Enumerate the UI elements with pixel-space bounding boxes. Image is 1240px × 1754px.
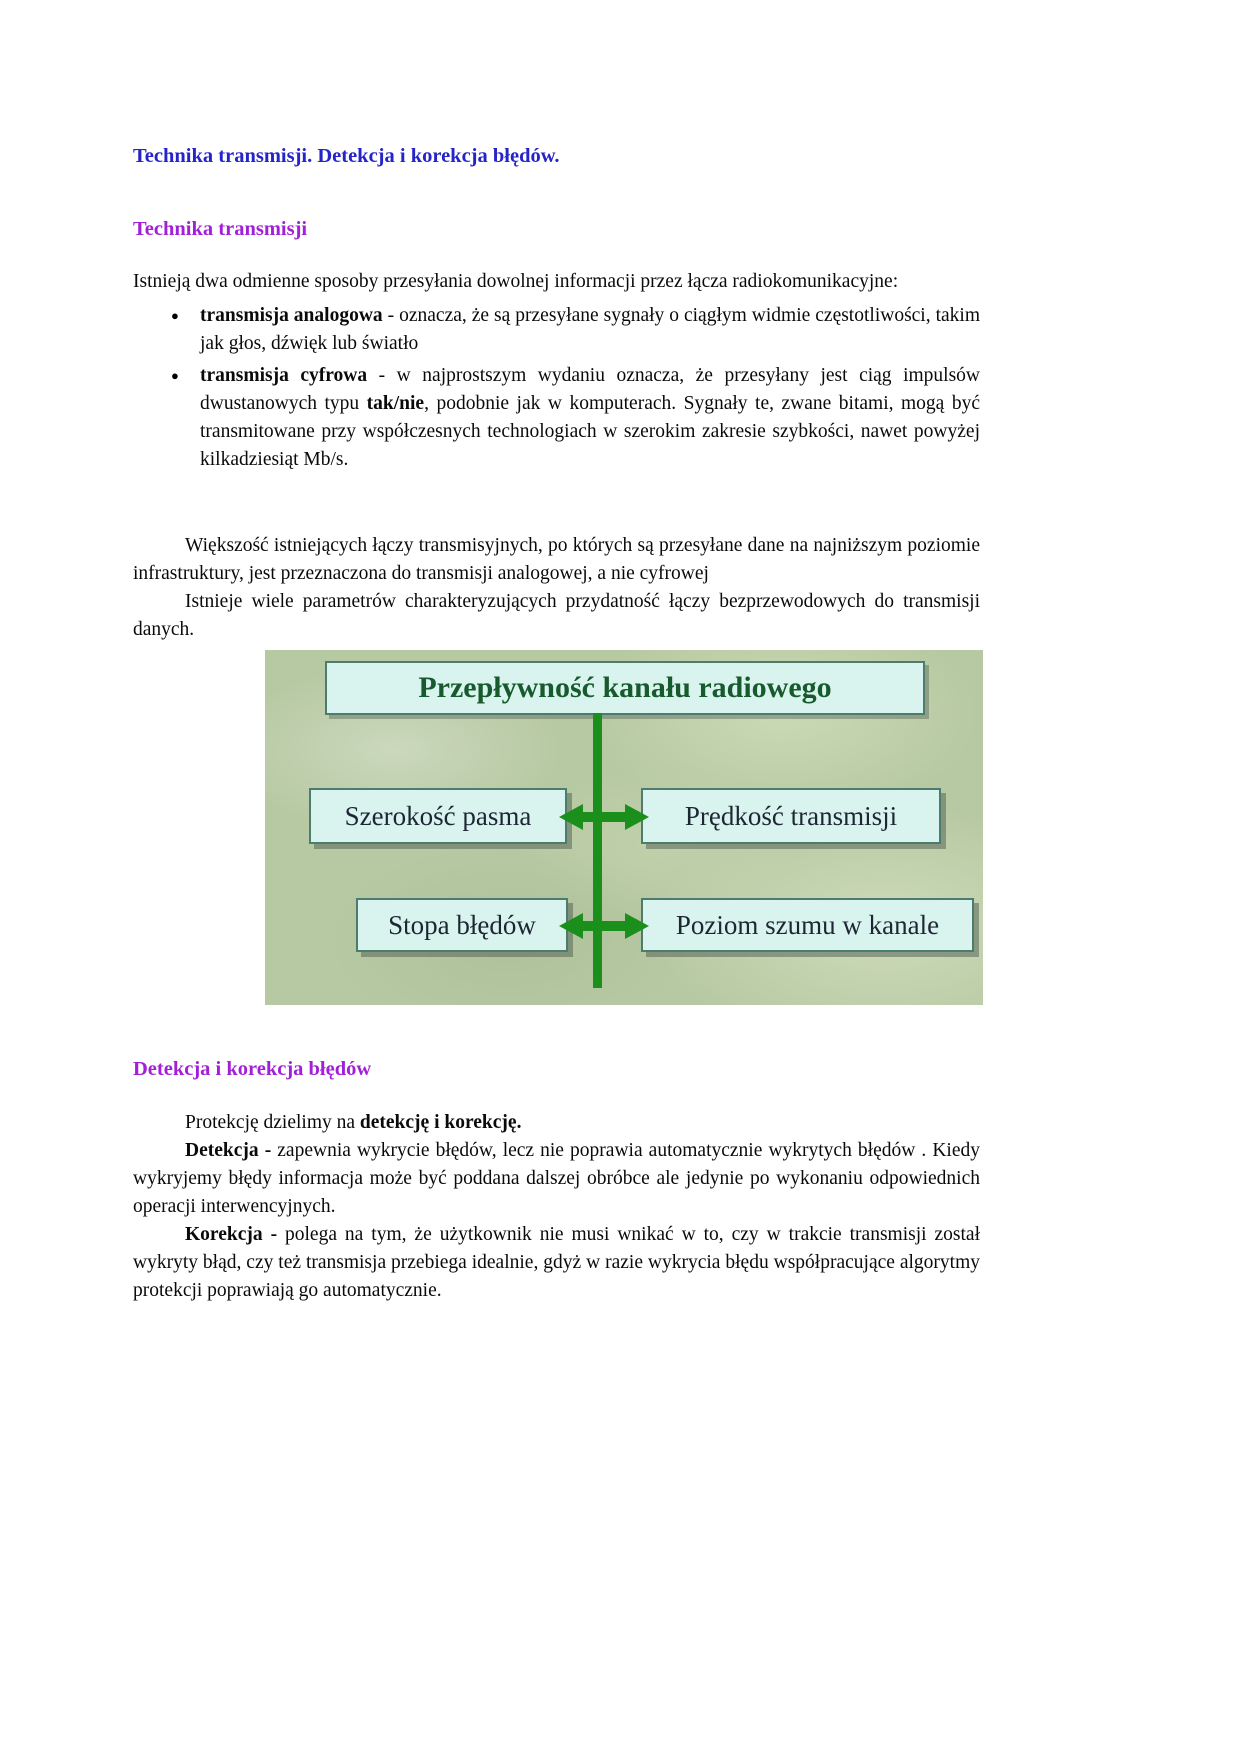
bullet-text-analog: transmisja analogowa - oznacza, że są przesyłane sygnały o ciągłym widmie częstotliwości, takim jak głos, dźwięk lub światło — [200, 305, 980, 354]
diagram-title-box — [325, 661, 925, 715]
diagram-box-bandwidth-label: Szerokość pasma — [344, 800, 532, 831]
paragraph-korekcja: Korekcja - polega na tym, że użytkownik nie musi wnikać w to, czy w trakcie transmisji został wykryty błąd, czy też transmisja przebiega idealnie, gdyż w razie wykrycia błędu współpracujące algorytmy protekcji poprawiają go automatycznie. — [133, 1224, 980, 1301]
paragraph-protekcja: Protekcję dzielimy na detekcję i korekcję. — [185, 1112, 522, 1133]
intro-paragraph: Istnieją dwa odmienne sposoby przesyłania dowolnej informacji przez łącza radiokomunikacyjne: — [133, 271, 899, 292]
channel-throughput-diagram — [265, 650, 983, 1005]
section-heading-technika-transmisji: Technika transmisji — [133, 218, 308, 240]
paragraph-majority-links: Większość istniejących łączy transmisyjnych, po których są przesyłane dane na najniższym poziomie infrastruktury, jest przeznaczona do transmisji analogowej, a nie cyfrowej — [133, 535, 980, 584]
diagram-box-transmission-speed-label: Prędkość transmisji — [684, 800, 898, 831]
vertical-connector-line — [593, 713, 602, 988]
diagram-box-error-rate-label: Stopa błędów — [388, 909, 536, 940]
bullet-icon: ● — [171, 368, 179, 383]
diagram-box-transmission-speed — [641, 788, 941, 844]
paragraph-detekcja: Detekcja - zapewnia wykrycie błędów, lecz nie poprawia automatycznie wykrytych błędów . Kiedy wykryjemy błędy informacja może być poddana dalszej obróbce ale jedynie po wykonaniu odpowiednich operacji interwencyjnych. — [133, 1140, 980, 1217]
double-arrow-icon — [559, 799, 649, 835]
paragraph-parameters: Istnieje wiele parametrów charakteryzujących przydatność łączy bezprzewodowych do transmisji danych. — [133, 591, 980, 640]
diagram-box-channel-noise-label: Poziom szumu w kanale — [675, 909, 940, 940]
bullet-icon: ● — [171, 308, 179, 323]
list-item-analog — [133, 302, 980, 358]
transmission-types-list — [133, 302, 980, 474]
bullet-text-digital: transmisja cyfrowa - w najprostszym wydaniu oznacza, że przesyłany jest ciąg impulsów dwustanowych typu tak/nie, podobnie jak w komputerach. Sygnały te, zwane bitami, mogą być transmitowane przy współczesnych technologiach w szerokim zakresie szybkości, nawet powyżej kilkadziesiąt Mb/s. — [200, 365, 980, 470]
double-arrow-icon — [559, 908, 649, 944]
diagram-title-text: Przepływność kanału radiowego — [418, 671, 832, 704]
document-title: Technika transmisji. Detekcja i korekcja błędów. — [133, 145, 560, 167]
list-item-digital — [133, 362, 980, 474]
section-heading-detekcja-korekcja: Detekcja i korekcja błędów — [133, 1058, 372, 1080]
diagram-box-error-rate — [356, 898, 568, 952]
diagram-box-bandwidth — [309, 788, 567, 844]
diagram-box-channel-noise — [641, 898, 974, 952]
